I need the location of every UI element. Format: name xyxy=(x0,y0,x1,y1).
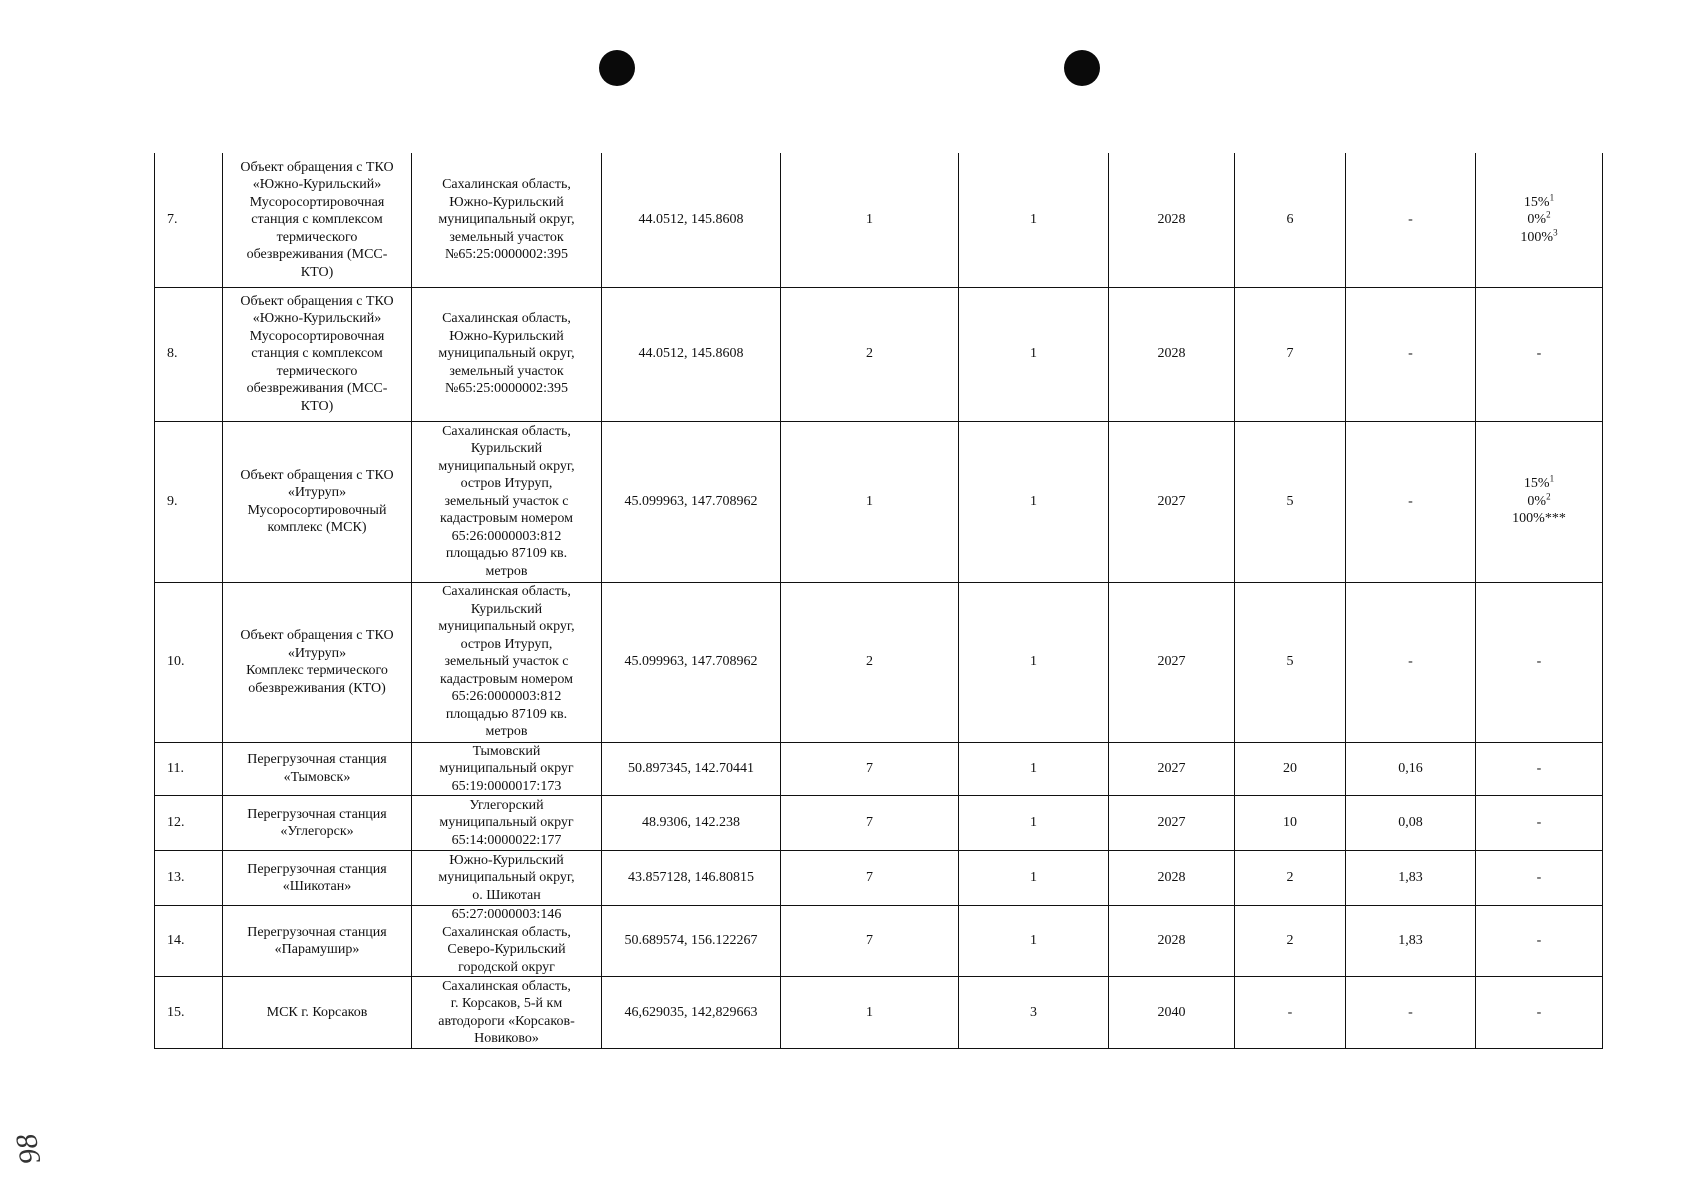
cell-value-1: 2 xyxy=(781,287,959,421)
cell-coordinates: 50.689574, 156.122267 xyxy=(602,906,781,977)
percentage-value: 0% xyxy=(1527,493,1547,509)
cell-object-name: Перегрузочная станция «Тымовск» xyxy=(223,742,412,796)
facilities-table xyxy=(154,153,1603,1049)
cell-year: 2028 xyxy=(1109,153,1235,287)
percentage-line xyxy=(1478,510,1600,528)
percentage-line xyxy=(1478,814,1600,832)
cell-value-3: 7 xyxy=(1235,287,1346,421)
punch-hole-right xyxy=(1064,50,1100,86)
cell-coordinates: 45.099963, 147.708962 xyxy=(602,421,781,582)
cell-percentages xyxy=(1476,796,1603,851)
cell-object-name: Объект обращения с ТКО «Итуруп» Комплекс термического обезвреживания (КТО) xyxy=(223,582,412,742)
cell-value-1: 7 xyxy=(781,906,959,977)
cell-year: 2040 xyxy=(1109,977,1235,1049)
cell-object-name: Объект обращения с ТКО «Южно-Курильский» Мусоросортировочная станция с комплексом термического обезвреживания (МСС- КТО) xyxy=(223,287,412,421)
cell-percentages xyxy=(1476,421,1603,582)
cell-number: 7. xyxy=(155,153,223,287)
cell-value-4: 1,83 xyxy=(1346,851,1476,906)
cell-object-name: Перегрузочная станция «Шикотан» xyxy=(223,851,412,906)
cell-coordinates: 44.0512, 145.8608 xyxy=(602,287,781,421)
cell-number: 13. xyxy=(155,851,223,906)
cell-object-name: Перегрузочная станция «Углегорск» xyxy=(223,796,412,851)
cell-address: Сахалинская область, Курильский муниципальный округ, остров Итуруп, земельный участок с кадастровым номером 65:26:0000003:812 площадью 87109 кв. метров xyxy=(412,421,602,582)
cell-value-1: 7 xyxy=(781,796,959,851)
footnote-marker: 2 xyxy=(1546,491,1551,502)
percentage-line xyxy=(1478,211,1600,229)
cell-value-2: 1 xyxy=(959,287,1109,421)
table-row xyxy=(155,421,1603,582)
cell-year: 2028 xyxy=(1109,906,1235,977)
cell-value-4: - xyxy=(1346,287,1476,421)
cell-value-4: 1,83 xyxy=(1346,906,1476,977)
cell-value-4: - xyxy=(1346,153,1476,287)
cell-address: 65:27:0000003:146 Сахалинская область, Северо-Курильский городской округ xyxy=(412,906,602,977)
percentage-value: - xyxy=(1536,870,1542,886)
cell-value-3: 6 xyxy=(1235,153,1346,287)
cell-year: 2027 xyxy=(1109,421,1235,582)
percentage-value: 15% xyxy=(1523,476,1550,492)
cell-coordinates: 46,629035, 142,829663 xyxy=(602,977,781,1049)
percentage-line xyxy=(1478,653,1600,671)
footnote-marker: 2 xyxy=(1546,209,1551,220)
percentage-line xyxy=(1478,475,1600,493)
table-row xyxy=(155,153,1603,287)
cell-address: Сахалинская область, Курильский муниципальный округ, остров Итуруп, земельный участок с кадастровым номером 65:26:0000003:812 площадью 87109 кв. метров xyxy=(412,582,602,742)
cell-address: Сахалинская область, Южно-Курильский муниципальный округ, земельный участок №65:25:0000002:395 xyxy=(412,153,602,287)
percentage-value: - xyxy=(1536,346,1542,362)
cell-year: 2027 xyxy=(1109,796,1235,851)
cell-value-2: 3 xyxy=(959,977,1109,1049)
table-row xyxy=(155,582,1603,742)
cell-address: Южно-Курильский муниципальный округ, о. Шикотан xyxy=(412,851,602,906)
cell-value-2: 1 xyxy=(959,421,1109,582)
cell-percentages xyxy=(1476,287,1603,421)
percentage-value: - xyxy=(1536,815,1542,831)
cell-percentages xyxy=(1476,742,1603,796)
cell-coordinates: 48.9306, 142.238 xyxy=(602,796,781,851)
cell-year: 2028 xyxy=(1109,851,1235,906)
cell-coordinates: 43.857128, 146.80815 xyxy=(602,851,781,906)
table-row xyxy=(155,977,1603,1049)
percentage-line xyxy=(1478,345,1600,363)
cell-number: 8. xyxy=(155,287,223,421)
cell-number: 15. xyxy=(155,977,223,1049)
cell-value-1: 1 xyxy=(781,153,959,287)
page-margin-mark: 98 xyxy=(9,1131,48,1167)
cell-address: Сахалинская область, Южно-Курильский муниципальный округ, земельный участок №65:25:0000002:395 xyxy=(412,287,602,421)
cell-object-name: Перегрузочная станция «Парамушир» xyxy=(223,906,412,977)
cell-value-3: 5 xyxy=(1235,582,1346,742)
percentage-line xyxy=(1478,493,1600,511)
cell-value-2: 1 xyxy=(959,906,1109,977)
cell-value-1: 7 xyxy=(781,851,959,906)
cell-year: 2027 xyxy=(1109,582,1235,742)
cell-object-name: Объект обращения с ТКО «Итуруп» Мусоросортировочный комплекс (МСК) xyxy=(223,421,412,582)
table-row xyxy=(155,796,1603,851)
cell-value-3: - xyxy=(1235,977,1346,1049)
cell-number: 12. xyxy=(155,796,223,851)
cell-value-1: 7 xyxy=(781,742,959,796)
percentage-line xyxy=(1478,869,1600,887)
percentage-value: 100% xyxy=(1520,229,1554,245)
percentage-line xyxy=(1478,1004,1600,1022)
percentage-value: - xyxy=(1536,761,1542,776)
cell-value-4: - xyxy=(1346,582,1476,742)
cell-value-3: 20 xyxy=(1235,742,1346,796)
cell-coordinates: 44.0512, 145.8608 xyxy=(602,153,781,287)
cell-value-2: 1 xyxy=(959,851,1109,906)
cell-value-3: 2 xyxy=(1235,906,1346,977)
cell-value-2: 1 xyxy=(959,153,1109,287)
cell-value-1: 2 xyxy=(781,582,959,742)
cell-value-2: 1 xyxy=(959,582,1109,742)
punch-hole-left xyxy=(599,50,635,86)
cell-address: Сахалинская область, г. Корсаков, 5-й км автодороги «Корсаков- Новиково» xyxy=(412,977,602,1049)
cell-object-name: МСК г. Корсаков xyxy=(223,977,412,1049)
cell-percentages xyxy=(1476,977,1603,1049)
cell-year: 2028 xyxy=(1109,287,1235,421)
cell-value-4: - xyxy=(1346,977,1476,1049)
cell-coordinates: 45.099963, 147.708962 xyxy=(602,582,781,742)
cell-address: Углегорский муниципальный округ 65:14:0000022:177 xyxy=(412,796,602,851)
percentage-value: 100%*** xyxy=(1512,511,1566,527)
table-row xyxy=(155,742,1603,796)
cell-percentages xyxy=(1476,153,1603,287)
cell-value-4: - xyxy=(1346,421,1476,582)
cell-percentages xyxy=(1476,851,1603,906)
cell-value-1: 1 xyxy=(781,977,959,1049)
cell-object-name: Объект обращения с ТКО «Южно-Курильский» Мусоросортировочная станция с комплексом термического обезвреживания (МСС- КТО) xyxy=(223,153,412,287)
percentage-value: - xyxy=(1536,933,1542,949)
percentage-line xyxy=(1478,226,1600,247)
cell-value-2: 1 xyxy=(959,796,1109,851)
cell-value-3: 10 xyxy=(1235,796,1346,851)
percentage-value: - xyxy=(1536,654,1542,670)
cell-value-2: 1 xyxy=(959,742,1109,796)
table-row xyxy=(155,287,1603,421)
footnote-marker: 3 xyxy=(1553,226,1558,237)
cell-address: Тымовский муниципальный округ 65:19:0000017:173 xyxy=(412,742,602,796)
cell-value-3: 5 xyxy=(1235,421,1346,582)
table-row xyxy=(155,906,1603,977)
cell-percentages xyxy=(1476,906,1603,977)
table-row xyxy=(155,851,1603,906)
cell-coordinates: 50.897345, 142.70441 xyxy=(602,742,781,796)
cell-number: 10. xyxy=(155,582,223,742)
table-body xyxy=(155,153,1603,1049)
footnote-marker: 1 xyxy=(1549,191,1555,202)
cell-value-4: 0,08 xyxy=(1346,796,1476,851)
footnote-marker: 1 xyxy=(1549,473,1555,484)
percentage-line xyxy=(1478,932,1600,950)
cell-value-1: 1 xyxy=(781,421,959,582)
cell-year: 2027 xyxy=(1109,742,1235,796)
cell-number: 11. xyxy=(155,742,223,796)
cell-number: 9. xyxy=(155,421,223,582)
cell-percentages xyxy=(1476,582,1603,742)
cell-number: 14. xyxy=(155,906,223,977)
percentage-line xyxy=(1478,760,1600,778)
percentage-value: - xyxy=(1536,1004,1542,1020)
cell-value-3: 2 xyxy=(1235,851,1346,906)
percentage-value: 15% xyxy=(1523,194,1550,210)
percentage-value: 0% xyxy=(1527,212,1547,227)
cell-value-4: 0,16 xyxy=(1346,742,1476,796)
percentage-line xyxy=(1478,191,1600,212)
